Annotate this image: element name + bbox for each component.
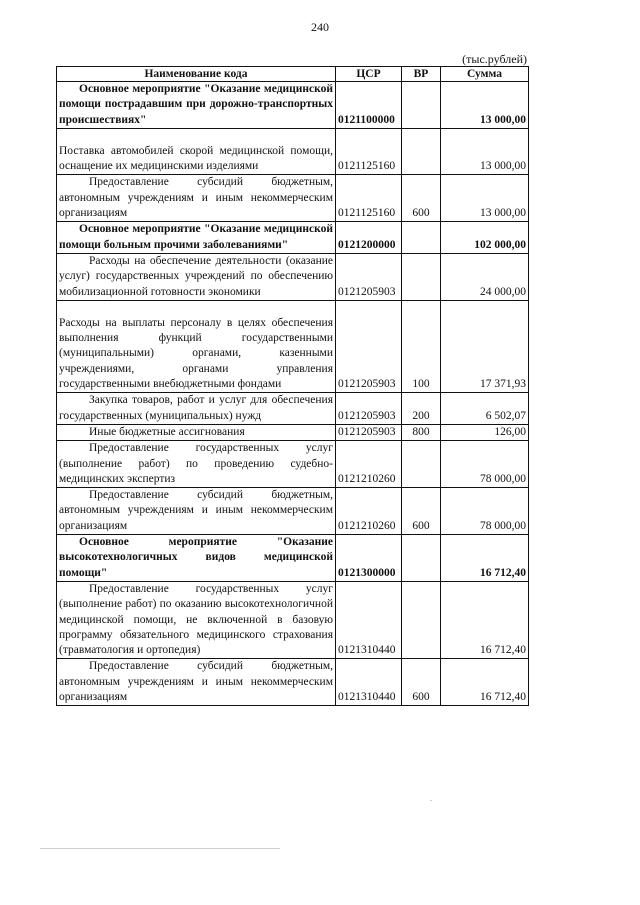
row-name: Предоставление субсидий бюджетным, автономным учреждениям и иным некоммерческим организациям [57,659,336,706]
row-name: Закупка товаров, работ и услуг для обеспечения государственных (муниципальных) нужд [57,393,336,425]
row-csr: 0121310440 [336,581,402,658]
table-row [57,253,529,300]
row-name: Основное мероприятие "Оказание медицинской помощи пострадавшим при дорожно-транспортных происшествиях" [57,82,336,129]
table-row [57,82,529,129]
table-row [57,300,529,392]
row-name: Предоставление субсидий бюджетным, автономным учреждениям и иным некоммерческим организациям [57,175,336,222]
table-row [57,488,529,535]
row-csr: 0121300000 [336,535,402,582]
row-vr [402,128,441,175]
header-sum: Сумма [441,67,529,82]
row-csr: 0121125160 [336,128,402,175]
units-note: (тыс.рублей) [462,52,527,66]
row-vr: 800 [402,424,441,440]
row-csr: 0121205903 [336,300,402,392]
table-row [57,222,529,254]
row-name: Предоставление субсидий бюджетным, автономным учреждениям и иным некоммерческим организациям [57,488,336,535]
row-csr: 0121310440 [336,659,402,706]
scan-artifact [430,800,432,801]
row-vr: 600 [402,659,441,706]
row-vr: 200 [402,393,441,425]
row-sum: 126,00 [441,424,529,440]
row-sum: 78 000,00 [441,488,529,535]
row-csr: 0121205903 [336,393,402,425]
row-vr [402,535,441,582]
row-sum: 13 000,00 [441,82,529,129]
row-name: Расходы на выплаты персоналу в целях обеспечения выполнения функций государственными (муниципальными) органами, казенными учреждениями, органами управления государственными внебюджетными фондами [57,300,336,392]
row-csr: 0121125160 [336,175,402,222]
table-row [57,175,529,222]
row-csr: 0121205903 [336,424,402,440]
row-name: Основное мероприятие "Оказание медицинской помощи больным прочими заболеваниями" [57,222,336,254]
header-name: Наименование кода [57,67,336,82]
table-row [57,659,529,706]
row-vr [402,253,441,300]
row-sum: 6 502,07 [441,393,529,425]
table-row [57,128,529,175]
table-row [57,393,529,425]
header-csr: ЦСР [336,67,402,82]
row-sum: 24 000,00 [441,253,529,300]
row-vr: 100 [402,300,441,392]
row-sum: 13 000,00 [441,175,529,222]
row-name: Предоставление государственных услуг (выполнение работ) по оказанию высокотехнологичной медицинской помощи, не включенной в базовую программу обязательного медицинского страхования (травматология и ортопедия) [57,581,336,658]
row-sum: 16 712,40 [441,659,529,706]
table-row [57,535,529,582]
row-vr [402,441,441,488]
row-sum: 16 712,40 [441,535,529,582]
row-csr: 0121205903 [336,253,402,300]
row-csr: 0121100000 [336,82,402,129]
row-sum: 13 000,00 [441,128,529,175]
row-sum: 102 000,00 [441,222,529,254]
row-name: Предоставление государственных услуг (выполнение работ) по проведению судебно-медицинских экспертиз [57,441,336,488]
table-row [57,441,529,488]
row-name: Основное мероприятие "Оказание высокотехнологичных видов медицинской помощи" [57,535,336,582]
table-row [57,424,529,440]
header-vr: ВР [402,67,441,82]
row-name: Поставка автомобилей скорой медицинской помощи, оснащение их медицинскими изделиями [57,128,336,175]
row-name: Иные бюджетные ассигнования [57,424,336,440]
scan-artifact [40,848,280,849]
row-name: Расходы на обеспечение деятельности (оказание услуг) государственных учреждений по обеспечению мобилизационной готовности экономики [57,253,336,300]
row-sum: 16 712,40 [441,581,529,658]
row-vr [402,82,441,129]
row-csr: 0121210260 [336,488,402,535]
row-csr: 0121200000 [336,222,402,254]
row-vr: 600 [402,488,441,535]
row-sum: 78 000,00 [441,441,529,488]
row-vr [402,581,441,658]
row-csr: 0121210260 [336,441,402,488]
table-row [57,581,529,658]
table-header-row [57,67,529,82]
page-number: 240 [311,20,329,34]
row-vr [402,222,441,254]
row-sum: 17 371,93 [441,300,529,392]
budget-table [56,66,529,706]
row-vr: 600 [402,175,441,222]
